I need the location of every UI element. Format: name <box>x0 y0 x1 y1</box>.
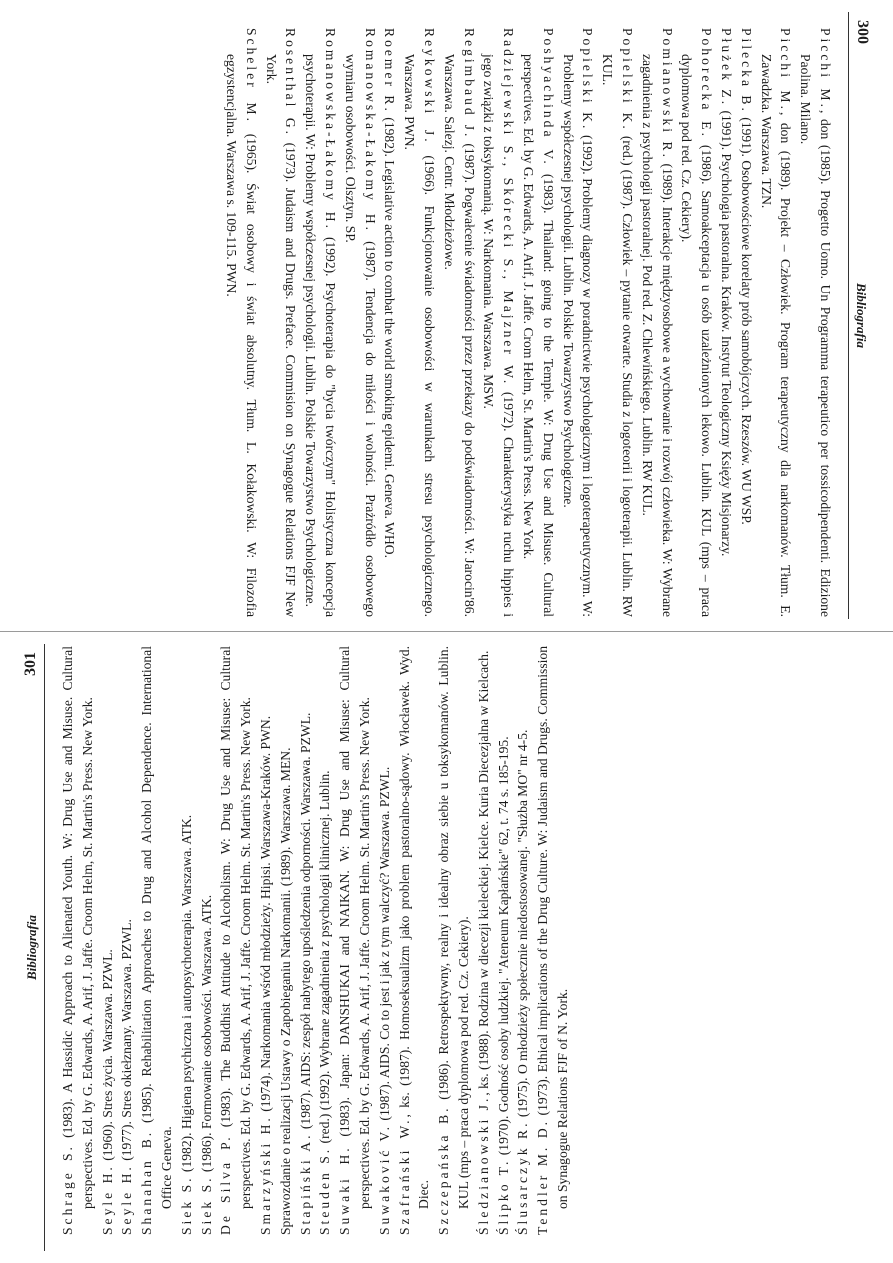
entry-author: De Silva P. <box>218 1134 234 1235</box>
entry-author: Regimbaud J. <box>461 28 477 140</box>
entry-details: , don (1985). Progetto Uomo. Un Programma terapeutico per tossicodipendenti. Edizione Paolina. Milano. <box>798 54 833 617</box>
entry-details: , ks. (1987). Homoseksualizm jako problem pastoralno-sądowy. Włocławek. Wyd. Diec. <box>396 646 432 1209</box>
bibliography-entry <box>335 646 375 1235</box>
entry-author: Siek S. <box>198 1175 214 1235</box>
bibliography-entry <box>296 646 316 1235</box>
running-title: Bibliografia <box>854 282 869 348</box>
running-title: Bibliografia <box>24 915 39 981</box>
entry-details: (1982). Legislative action to combat the world smoking epidemi. Geneva. WHO. <box>382 113 398 558</box>
bibliography-entry <box>479 28 519 617</box>
bibliography-entry <box>637 28 677 617</box>
entry-author: Popielski K. <box>580 28 596 132</box>
entry-author: Śledzianowski J. <box>475 1095 491 1235</box>
entry-details: (1991). Osobowościowe korelaty prób samobójczych. Rzeszów. WU WSP. <box>738 113 754 525</box>
bibliography-entry <box>216 646 256 1235</box>
entry-details: (1989). Interakcje międzyosobowe a wychowanie i rozwój człowieka. W: Wybrane zagadnienia z psychologii pastoralnej. Pod red. Z. Chlewińskiego. Lublin. RW KUL. <box>639 54 675 617</box>
bibliography-entry <box>736 28 756 617</box>
entry-details: (1992). Psychoterapia do "bycia twórczym" Holistyczna koncepcja psychoterapii. W: Problemy współczesnej psychologii. Lublin. Polskie Towarzystwo Psychologiczne. <box>303 54 339 617</box>
entry-author: Szafrański W. <box>396 1117 412 1235</box>
page-header <box>848 12 871 619</box>
right-page-content <box>0 632 893 1263</box>
entry-author: Steuden S. <box>317 1146 333 1235</box>
bibliography-entry <box>375 646 395 1235</box>
bibliography-entry <box>677 28 717 617</box>
entry-details: (1973). Judaism and Drugs. Preface. Commision on Synagogue Relations FJF New York. <box>263 54 299 617</box>
entry-details: (1983). The Buddhist Attitude to Alcoholism. W: Drug Use and Misuse: Cultural perspectives. Ed. by G. Edwards, A. Arif, J. Jaffe. Croom Helm. St. Martin's Press. New York. <box>218 646 254 1209</box>
bibliography-entry <box>300 28 340 617</box>
entry-author: Romanowska-Łakomy H. <box>362 28 378 234</box>
entry-details: (1992). Problemy diagnozy w poradnictwie psychologicznym i logoterapeutycznym. W: Problemy współczesnej psychologii. Lublin. Polskie Towarzystwo Psychologiczne. <box>560 54 596 617</box>
bibliography-entry <box>558 28 598 617</box>
bibliography-entry <box>98 646 118 1235</box>
bibliography-entry <box>533 646 573 1235</box>
bibliography-entry <box>256 646 276 1235</box>
entry-author: Suwaki H. <box>337 1145 353 1235</box>
entry-author: Płużek Z. <box>719 28 735 108</box>
bibliography-entry <box>117 646 137 1235</box>
entry-details: (1977). Stres okiełznany. Warszawa. PZWL. <box>119 919 135 1165</box>
entry-author: Tendler M. D. <box>535 1118 551 1235</box>
entry-details: (1987). Tendencja do miłości i wolności. Prażródło osobowego wymiaru osobowości. Olsztyn. SP. <box>342 54 378 617</box>
bibliography-entry <box>340 28 380 617</box>
entry-details: (1986). Retrospektywny, realny i idealny obraz siebie u toksykomanów. Lublin. KUL (mps – praca dyplomowa pod red. Cz. Cekiery). <box>436 646 471 1209</box>
entry-details: (1987). AIDS: zespół nabytego upośledzenia odporności. Warszawa. PZWL. <box>297 712 313 1133</box>
entry-author: Pomianowski R. <box>659 28 675 161</box>
bibliography-entry <box>716 28 736 617</box>
entry-author: Stapiński A. <box>297 1132 313 1235</box>
bibliography-list <box>20 28 835 617</box>
bibliography-entry <box>177 646 197 1235</box>
bibliography-list <box>58 646 873 1235</box>
bibliography-entry <box>474 646 494 1235</box>
entry-details: (1983). Thailand: going to the Temple. W: Drug Use and Misuse. Cultural perspectives. Ed. by G. Edwards, A. Arif, J. Jaffe. Crom Helm, St. Martin's Press. New York. <box>521 54 556 617</box>
bibliography-entry <box>756 28 796 617</box>
entry-author: Picchi M. <box>818 28 833 111</box>
page-number: 301 <box>22 652 39 676</box>
entry-author: Smarzyński H. <box>257 1115 273 1235</box>
entry-author: Siek S. <box>178 1175 194 1235</box>
entry-author: Popielski K. <box>620 28 636 132</box>
entry-author: Shanahan B. <box>139 1129 155 1235</box>
entry-author: Pohorecka E. <box>699 28 715 139</box>
entry-details: (1987). Pogwałcenie świadomości przez przekazy do podświadomości. W: Jarocin'86. Warszawa. Salezj. Centr. Młodzieżowe. <box>441 54 477 617</box>
bibliography-entry <box>395 646 435 1235</box>
bibliography-entry <box>439 28 479 617</box>
entry-details: (red.) (1992). Wybrane zagadnienia z psychologii klinicznej. Lublin. <box>317 770 333 1147</box>
entry-author: Pilecka B. <box>738 28 754 114</box>
entry-details: (1982). Higiena psychiczna i autopsychoterapia. Warszawa. ATK. <box>178 814 194 1176</box>
entry-details: (red.) (1987). Człowiek – pytanie otwarte. Studia z logoteorii i logoterapii. Lublin. RW KUL. <box>600 54 636 617</box>
entry-author: Ślipko T. <box>495 1158 511 1235</box>
entry-author: Radziejewski S., Skórecki S., Majzner W. <box>501 28 517 387</box>
entry-details: (1960). Stres życia. Warszawa. PZWL. <box>99 949 115 1165</box>
entry-author: Roemer R. <box>382 28 398 114</box>
entry-details: , don (1989). Projekt – Człowiek. Program terapeutyczny dla narkomanów. Tłum. E. Zawadzka. Warszawa. TZN. <box>758 54 794 617</box>
entry-details: , ks. (1988). Rodzina w diecezji kieleckiej. Kielce. Kuria Diecezjalna w Kielcach. <box>475 650 491 1096</box>
entry-author: Szczepańska B. <box>436 1105 452 1235</box>
entry-author: Suwaković V. <box>376 1123 392 1235</box>
entry-details: (1983). Japan: DANSHUKAI and NAIKAN. W: Drug Use and Misuse: Cultural perspectives. Ed. by G. Edwards, A. Arif, J. Jaffe. Croom Helm. St. Martin's Press. New York. <box>337 646 372 1209</box>
entry-author: Schrage S. <box>60 1144 75 1235</box>
left-page-content <box>0 0 893 631</box>
entry-details: (1975). O młodzieży społecznie niedostosowanej. "Służba MO" nr 4-5. <box>515 729 531 1121</box>
entry-author: Seyle H. <box>99 1164 115 1235</box>
entry-details: (1991). Psychologia pastoralna. Kraków. Instytut Teologiczny Księży Misjonarzy. <box>719 107 735 557</box>
entry-details: (1973). Ethical implications of the Drug Culture. W: Judaism and Drugs. Commission on Synagogue Relations FJF of N. York. <box>535 646 570 1209</box>
entry-details: (1970). Godność osoby ludzkiej. "Ateneum Kapłańskie" 62, t. 74 s. 185-195. <box>495 736 511 1159</box>
entry-details: (1965). Świat osobowy i świat absolutny. Tłum. L. Kołakowski. W: Filozofia egzystencjalna. Warszawa s. 109-115. PWN. <box>224 54 259 617</box>
entry-details: (1987). AIDS. Co to jest i jak z tym walczyć? Warszawa. PZWL. <box>376 766 392 1124</box>
bibliography-entry <box>197 646 217 1235</box>
entry-details: (1986). Formowanie osobowości. Warszawa. ATK. <box>198 894 214 1176</box>
bibliography-entry <box>494 646 514 1235</box>
bibliography-entry <box>315 646 335 1235</box>
bibliography-entry <box>137 646 177 1235</box>
entry-author: Ślusarczyk R. <box>515 1120 531 1235</box>
right-page <box>0 632 893 1263</box>
page-header <box>22 644 45 1251</box>
bibliography-entry <box>58 646 98 1235</box>
entry-details: Sprawozdanie o realizacji Ustawy o Zapobieganiu Narkomanii. (1989). Warszawa. MEN. <box>277 747 293 1235</box>
page-number: 300 <box>854 20 871 44</box>
bibliography-entry <box>434 646 474 1235</box>
entry-author: Seyle H. <box>119 1164 135 1235</box>
entry-details: (1986). Samoakceptacja u osób uzależnionych lekowo. Lublin. KUL (mps – praca dyplomowa pod red. Cz. Cekiery). <box>679 54 715 617</box>
bibliography-entry <box>513 646 533 1235</box>
entry-author: Picchi M. <box>778 28 794 112</box>
bibliography-entry <box>399 28 439 617</box>
entry-details: (1974). Narkomania wśród młodzieży. Hipisi. Warszawa-Kraków. PWN. <box>257 715 273 1116</box>
left-page <box>0 0 893 631</box>
entry-details: (1985). Rehabilitation Approaches to Drug and Alcohol Dependence. International Office Geneva. <box>139 646 174 1209</box>
entry-author: Poshyachinda V. <box>540 28 556 167</box>
entry-author: Romanowska-Łakomy H. <box>323 28 339 231</box>
entry-details: (1983). A Hassidic Approach to Alienated Youth. W: Drug Use and Misuse. Cultural perspectives. Ed. by G. Edwards, A. Arif, J. Jaffe. Croom Helm, St. Martin's Press. New York. <box>60 646 95 1209</box>
bibliography-entry <box>221 28 261 617</box>
bibliography-entry <box>597 28 637 617</box>
entry-details: (1966). Funkcjonowanie osobowości w warunkach stresu psychologicznego. Warszawa. PWN. <box>402 54 438 617</box>
entry-author: Rosenthal G. <box>283 28 299 138</box>
entry-author: Scheler M. <box>243 28 259 124</box>
bibliography-entry <box>276 646 296 1235</box>
bibliography-entry <box>380 28 400 617</box>
bibliography-entry <box>795 28 835 617</box>
entry-author: Reykowski J. <box>422 28 438 145</box>
bibliography-entry <box>518 28 558 617</box>
entry-details: (1972). Charakterystyka ruchu hippies i jego związki z toksykomanią. W: Narkomania. Warszawa. MSW. <box>481 54 517 617</box>
bibliography-entry <box>261 28 301 617</box>
